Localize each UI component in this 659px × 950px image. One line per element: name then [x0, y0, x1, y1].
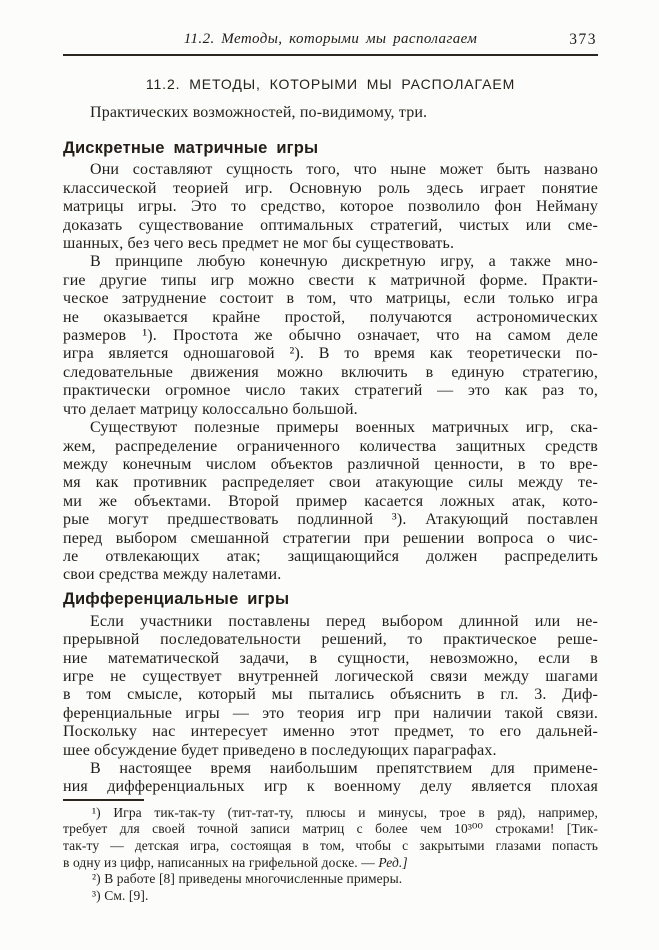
intro-paragraph-line: Практических возможностей, по-видимому, три. — [90, 104, 428, 121]
editor-note: Ред.] — [378, 854, 408, 870]
text-line: мя как противник распределяет свои атакующие силы между те- — [63, 474, 598, 492]
paragraph — [63, 161, 598, 253]
text-line: рые могут предшествовать подлинной ³). Атакующий поставлен — [63, 511, 598, 529]
text-line: жем, распределение ограниченного количества защитных средств — [63, 437, 598, 455]
text-line: между конечным числом объектов различной ценности, в то вре- — [63, 455, 598, 473]
footnote-3: ³) См. [9]. — [92, 887, 149, 903]
text-line: ле отвлекающих атак; защищающийся должен распределить — [63, 547, 598, 565]
text-line: матрицы игры. Это то средство, которое позволило фон Нейману — [63, 198, 598, 216]
footnote-line: так-ту — детская игра, состоящая в том, чтобы с закрытыми глазами попасть — [63, 838, 598, 853]
text-line: в том смысле, который мы пытались объяснить в гл. 3. Диф- — [63, 686, 598, 704]
running-head-title: 11.2. Методы, которыми мы располагаем — [183, 31, 478, 47]
text-line: шее обсуждение будет приведено в последующих параграфах. — [63, 741, 497, 759]
text-line: ми же объектами. Второй пример касается ложных атак, кото- — [63, 492, 598, 510]
text-line: перед выбором смешанной стратегии при решении вопроса о чис- — [63, 529, 598, 547]
text-line: В принципе любую конечную дискретную игру, а также мно- — [90, 253, 598, 271]
footnote-1 — [63, 805, 598, 871]
text-line: доказать существование оптимальных стратегий, чистых или сме- — [63, 216, 598, 234]
text-line: Они составляют сущность того, что ныне может быть названо — [90, 161, 598, 179]
text-line: практически огромное число таких стратегий — это как раз то, — [63, 382, 598, 400]
footnote-2: ²) В работе [8] приведены многочисленные примеры. — [92, 871, 403, 887]
text-line: гие другие типы игр можно свести к матричной форме. Практи- — [63, 271, 598, 289]
text-line: прерывной последовательности решений, то практическое реше- — [63, 631, 598, 649]
footnote-text: в одну из цифр, написанных на грифельной доске. — — [63, 854, 379, 870]
page-number: 373 — [569, 31, 597, 48]
subheading-differential-games: Дифференциальные игры — [63, 589, 290, 608]
text-line: ференциальные игры — это теория игр при наличии такой связи. — [63, 704, 598, 722]
text-line: Поскольку нас интересует именно этот предмет, то его дальней- — [63, 723, 598, 741]
text-line: классической теорией игр. Основную роль здесь играет понятие — [63, 179, 598, 197]
running-head — [63, 31, 598, 50]
text-line: игре не существует внутренней логической связи между шагами — [63, 667, 598, 685]
text-line: Существуют полезные примеры военных матричных игр, ска- — [90, 419, 598, 437]
text-line: следовательные движения можно включить в единую стратегию, — [63, 363, 598, 381]
footnote-separator — [63, 799, 144, 801]
text-line: ния дифференциальных игр к военному делу является плохая — [63, 778, 598, 796]
text-line: шанных, без чего весь предмет не мог бы существовать. — [63, 235, 455, 253]
text-line: В настоящее время наибольшим препятствием для примене- — [90, 760, 598, 777]
section-heading: 11.2. МЕТОДЫ, КОТОРЫМИ МЫ РАСПОЛАГАЕМ — [145, 76, 516, 92]
text-line: ческое затруднение состоит в том, что матрицы, если только игра — [63, 290, 598, 308]
text-line: ние математической задачи, в сущности, невозможно, если в — [63, 649, 598, 667]
text-line: игра является одношаговой ²). В то время как теоретически по- — [63, 345, 598, 363]
paragraph — [63, 419, 598, 585]
footnotes — [63, 805, 598, 905]
footnote-line — [63, 855, 598, 872]
text-line: свои средства между налетами. — [63, 566, 282, 584]
header-divider — [63, 54, 598, 56]
text-line: Если участники поставлены перед выбором длинной или не- — [90, 612, 598, 630]
paragraph — [63, 253, 598, 419]
footnote-line: ¹) Игра тик-так-ту (тит-тат-ту, плюсы и минусы, трое в ряд), например, — [92, 804, 598, 820]
text-line: размеров ¹). Простота же обычно означает, что на самом деле — [63, 327, 598, 345]
footnote-line: требует для своей точной записи матриц с более чем 10³⁰⁰ строками! [Тик- — [63, 821, 598, 837]
subheading-discrete-matrix-games: Дискретные матричные игры — [63, 139, 319, 158]
paragraph — [63, 760, 598, 797]
text-line: не оказывается крайне простой, получаются астрономических — [63, 308, 598, 326]
paragraph — [63, 613, 598, 760]
text-line: что делает матрицу колоссально большой. — [63, 400, 358, 418]
